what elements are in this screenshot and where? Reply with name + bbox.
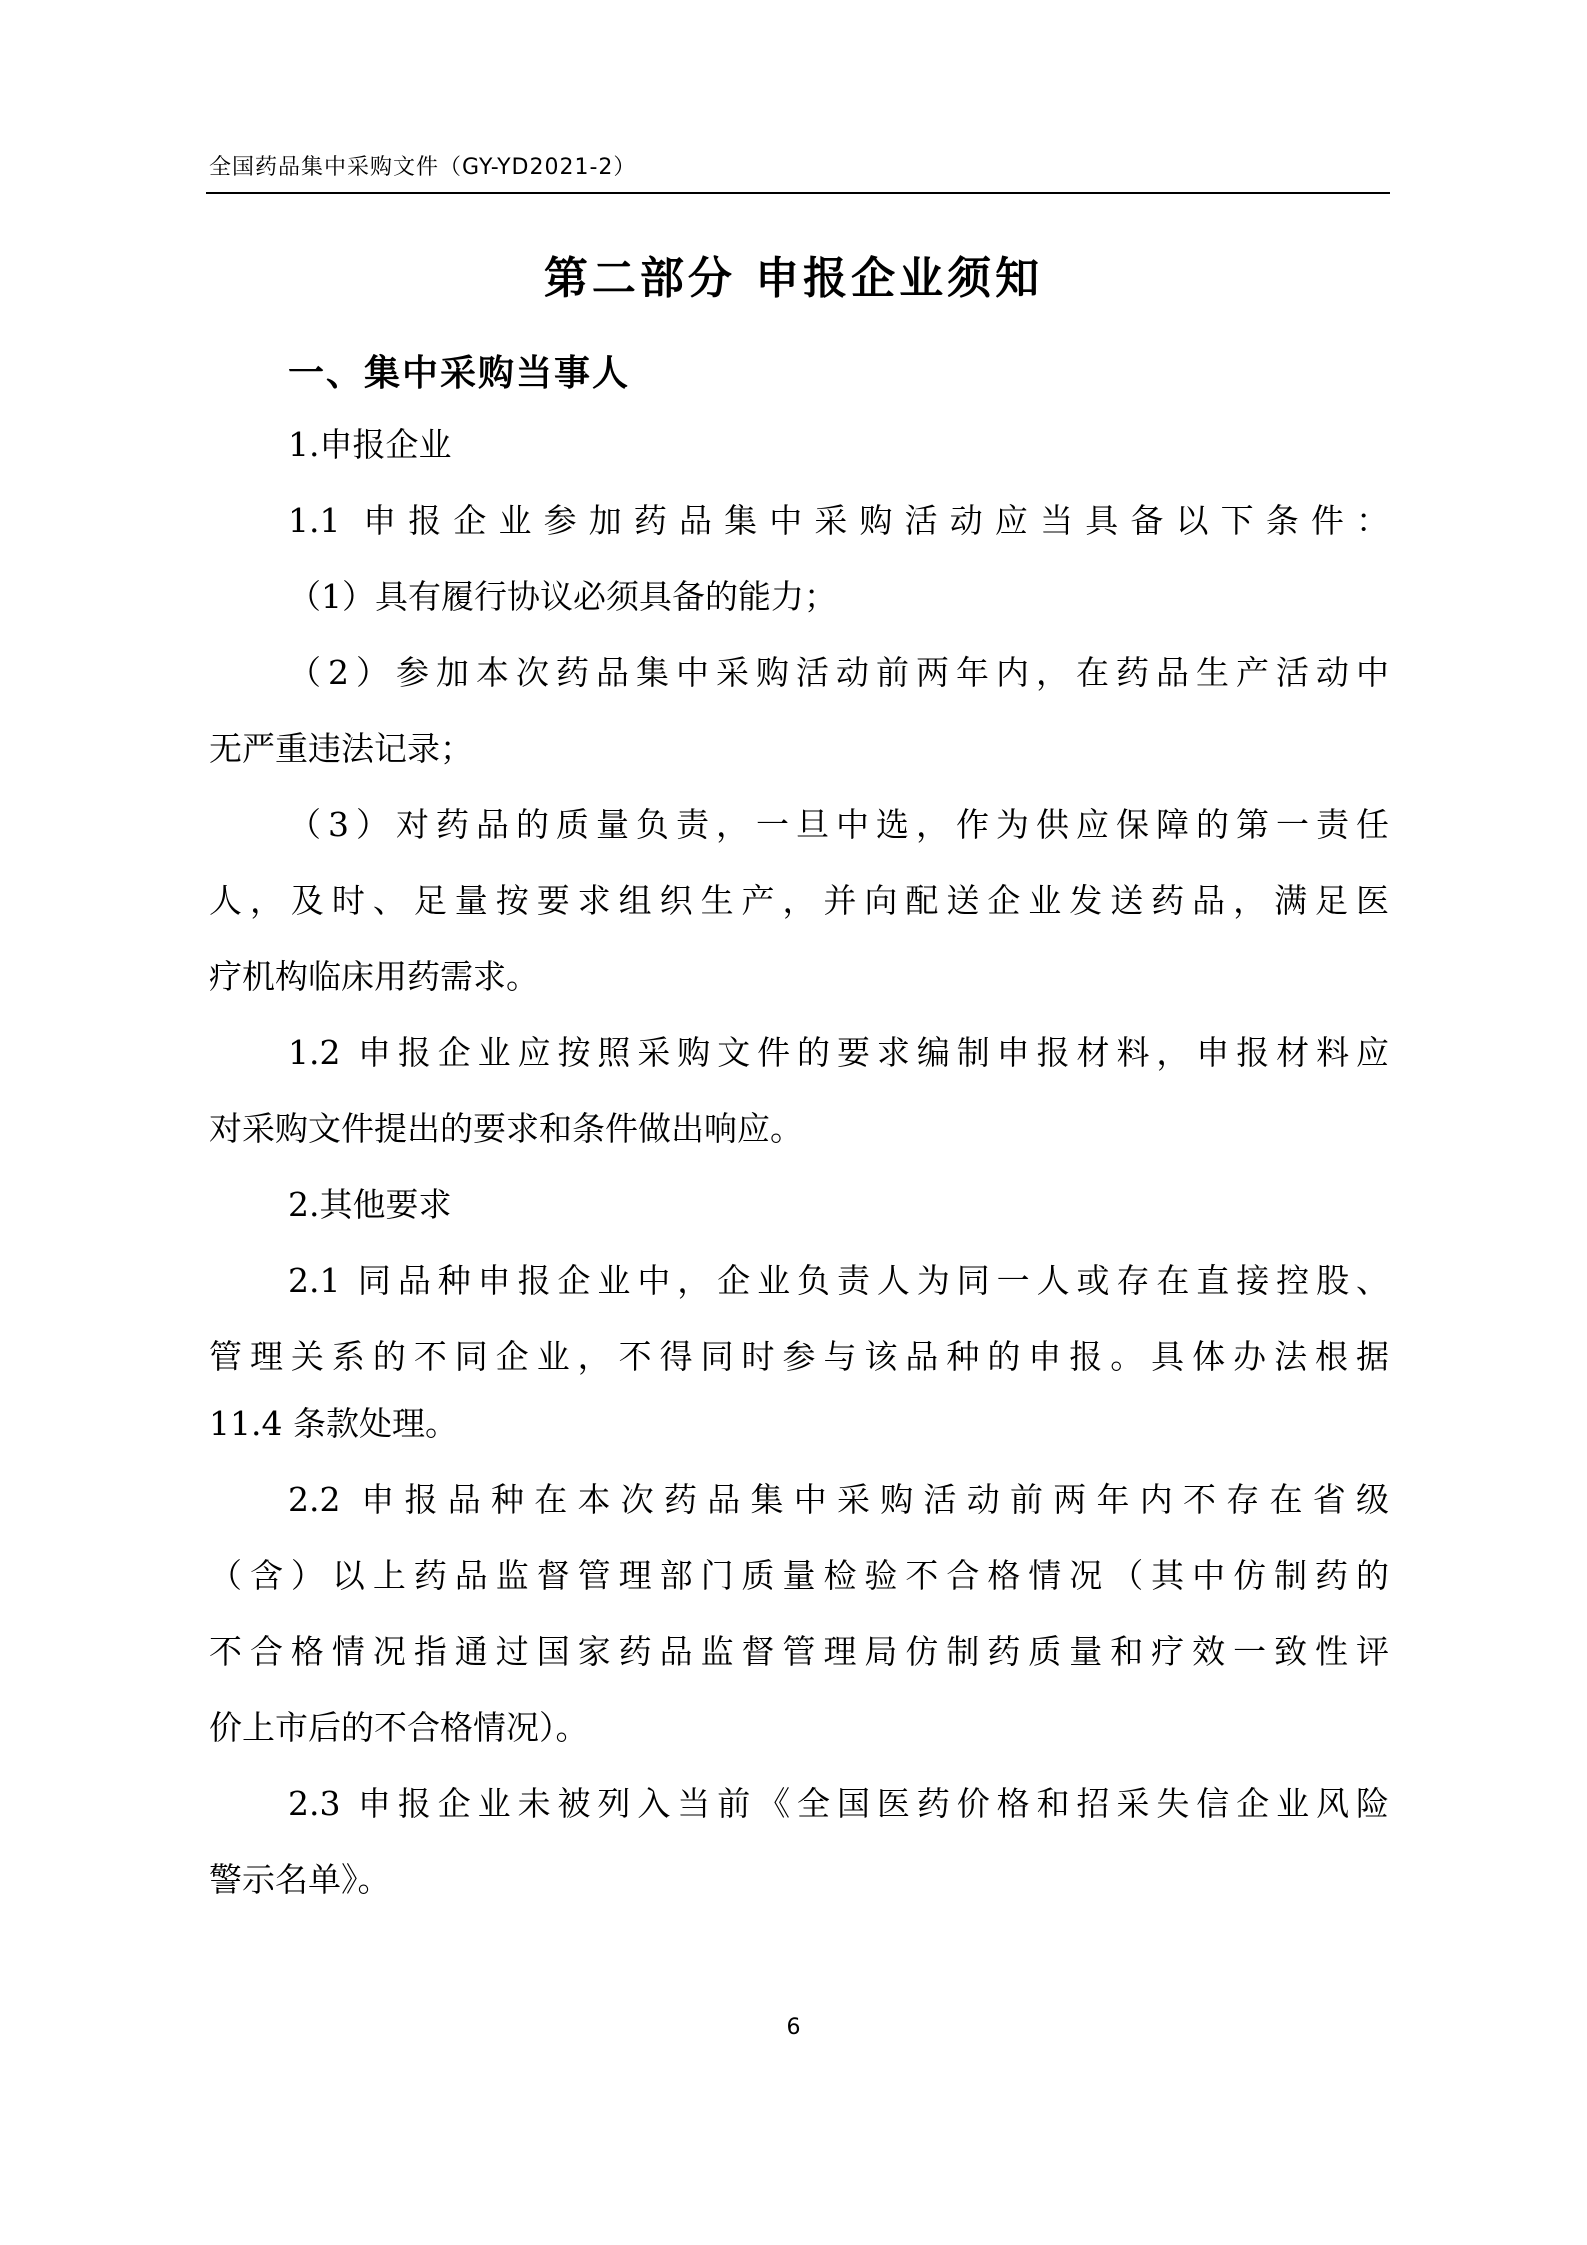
paragraph-line: 无严重违法记录；	[209, 729, 473, 768]
page-number: 6	[786, 2015, 801, 2040]
paragraph-line: 疗机构临床用药需求。	[209, 957, 539, 996]
paragraph-line: 价上市后的不合格情况）。	[209, 1708, 589, 1747]
paragraph-line: 对采购文件提出的要求和条件做出响应。	[209, 1109, 803, 1148]
paragraph-line: （3）对药品的质量负责，一旦中选，作为供应保障的第一责任	[288, 805, 1389, 844]
section-heading: 一、集中采购当事人	[288, 353, 631, 394]
paragraph-line: 2.2 申报品种在本次药品集中采购活动前两年内不存在省级	[288, 1480, 1389, 1519]
paragraph-line: （含）以上药品监督管理部门质量检验不合格情况（其中仿制药的	[209, 1556, 1389, 1595]
paragraph-line: 2.1 同品种申报企业中，企业负责人为同一人或存在直接控股、	[288, 1261, 1389, 1300]
paragraph-line: 11.4 条款处理。	[209, 1404, 458, 1443]
paragraph-line: 2.3 申报企业未被列入当前《全国医药价格和招采失信企业风险	[288, 1784, 1389, 1823]
subsection-heading-applicant: 1.申报企业	[288, 425, 452, 464]
paragraph-line: 管理关系的不同企业，不得同时参与该品种的申报。具体办法根据	[209, 1337, 1389, 1376]
paragraph-line: 不合格情况指通过国家药品监督管理局仿制药质量和疗效一致性评	[209, 1632, 1389, 1671]
paragraph-line: （2）参加本次药品集中采购活动前两年内，在药品生产活动中	[288, 653, 1389, 692]
paragraph-line: 人，及时、足量按要求组织生产，并向配送企业发送药品，满足医	[209, 881, 1389, 920]
header-divider	[206, 192, 1390, 194]
document-header-title: 全国药品集中采购文件（GY-YD2021-2）	[209, 155, 637, 180]
paragraph-line: （1）具有履行协议必须具备的能力；	[288, 577, 837, 616]
part-title: 第二部分 申报企业须知	[543, 253, 1044, 304]
paragraph-line: 1.2 申报企业应按照采购文件的要求编制申报材料，申报材料应	[288, 1033, 1389, 1072]
paragraph-line: 警示名单》。	[209, 1860, 391, 1899]
subsection-heading-other-requirements: 2.其他要求	[288, 1185, 452, 1224]
paragraph-line: 1.1 申报企业参加药品集中采购活动应当具备以下条件：	[288, 501, 1389, 540]
